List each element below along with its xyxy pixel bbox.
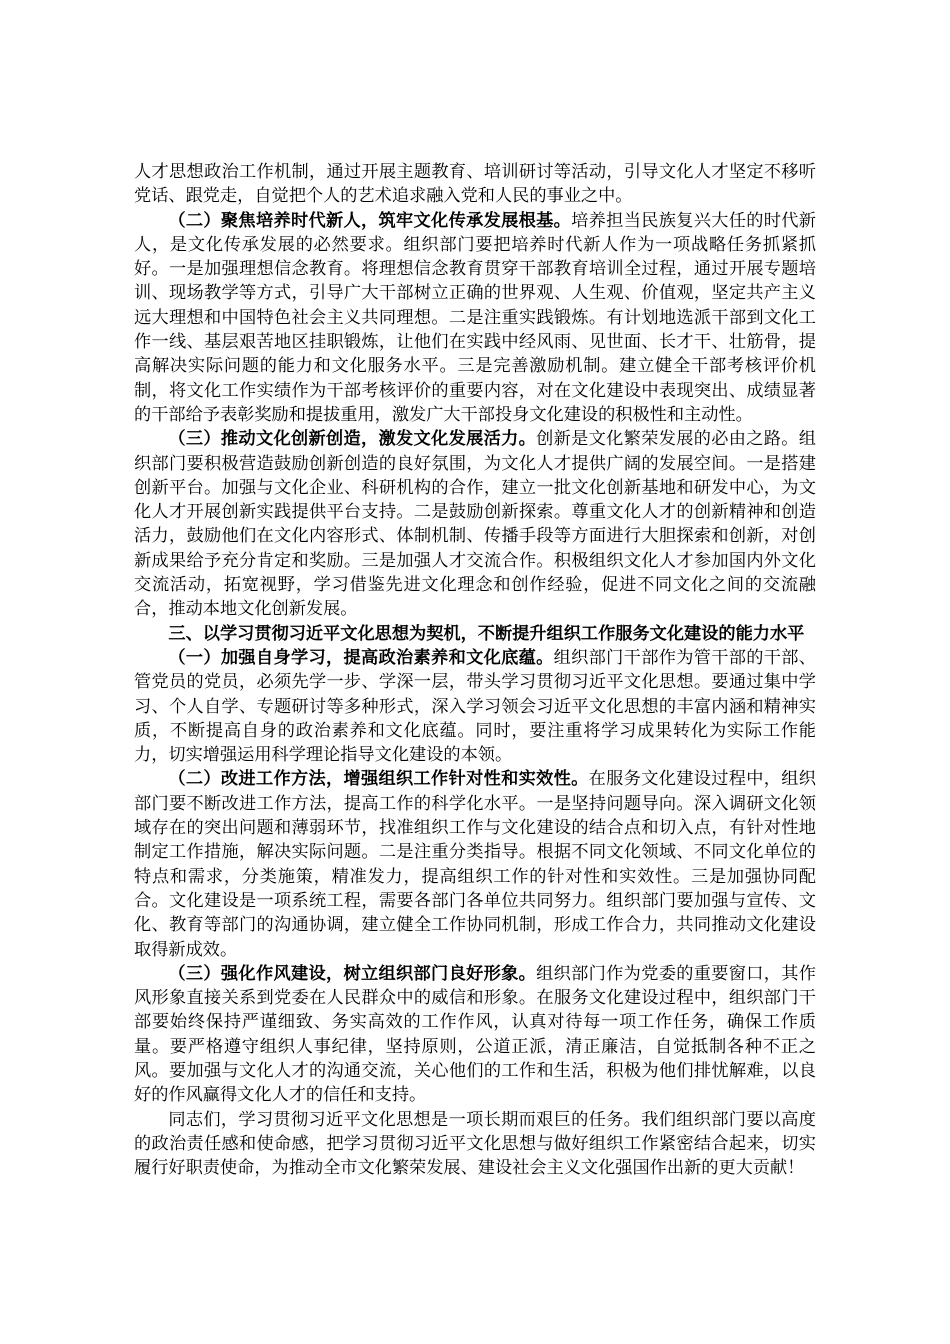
document-page [134, 160, 816, 1180]
paragraph-improve-methods [134, 767, 816, 961]
paragraph-lead: （三）强化作风建设，树立组织部门良好形象。 [168, 963, 537, 984]
section-heading: 三、以学习贯彻习近平文化思想为契机，不断提升组织工作服务文化建设的能力水平 [168, 623, 805, 644]
paragraph-work-style [134, 962, 816, 1108]
paragraph-body: 组织部门干部作为管干部的干部、管党员的党员，必须先学一步、学深一层，带头学习贯彻习近平文化思想。要通过集中学习、个人自学、专题研讨等多种形式，深入学习领会习近平文化思想的丰富内涵和精神实质，不断提高自身的政治素养和文化底蕴。同时，要注重将学习成果转化为实际工作能力，切实增强运用科学理论指导文化建设的本领。 [134, 647, 816, 766]
paragraph-continuation [134, 160, 816, 209]
paragraph-body: 培养担当民族复兴大任的时代新人，是文化传承发展的必然要求。组织部门要把培养时代新人作为一项战略任务抓紧抓好。一是加强理想信念教育。将理想信念教育贯穿干部教育培训全过程，通过开展专题培训、现场教学等方式，引导广大干部树立正确的世界观、人生观、价值观，坚定共产主义远大理想和中国特色社会主义共同理想。二是注重实践锻炼。有计划地选派干部到文化工作一线、基层艰苦地区挂职锻炼，让他们在实践中经风雨、见世面、长才干、壮筋骨，提高解决实际问题的能力和文化服务水平。三是完善激励机制。建立健全干部考核评价机制，将文化工作实绩作为干部考核评价的重要内容，对在文化建设中表现突出、成绩显著的干部给予表彰奖励和提拔重用，激发广大干部投身文化建设的积极性和主动性。 [134, 210, 816, 425]
paragraph-lead: （三）推动文化创新创造，激发文化发展活力。 [168, 429, 537, 450]
paragraph-body: 创新是文化繁荣发展的必由之路。组织部门要积极营造鼓励创新创造的良好氛围，为文化人才提供广阔的发展空间。一是搭建创新平台。加强与文化企业、科研机构的合作，建立一批文化创新基地和研发中心，为文化人才开展创新实践提供平台支持。二是鼓励创新探索。尊重文化人才的创新精神和创造活力，鼓励他们在文化内容形式、体制机制、传播手段等方面进行大胆探索和创新，对创新成果给予充分肯定和奖励。三是加强人才交流合作。积极组织文化人才参加国内外文化交流活动，拓宽视野，学习借鉴先进文化理念和创作经验，促进不同文化之间的交流融合，推动本地文化创新发展。 [134, 429, 816, 620]
closing-paragraph: 同志们，学习贯彻习近平文化思想是一项长期而艰巨的任务。我们组织部门要以高度的政治责任感和使命感，把学习贯彻习近平文化思想与做好组织工作紧密结合起来，切实履行好职责使命，为推动全市文化繁荣发展、建设社会主义文化强国作出新的更大贡献！ [134, 1109, 816, 1179]
paragraph-lead: （一）加强自身学习，提高政治素养和文化底蕴。 [168, 647, 554, 668]
paragraph-lead: （二）聚焦培养时代新人，筑牢文化传承发展根基。 [168, 210, 572, 231]
paragraph-self-study [134, 646, 816, 767]
paragraph-body: 人才思想政治工作机制，通过开展主题教育、培训研讨等活动，引导文化人才坚定不移听党话、跟党走，自觉把个人的艺术追求融入党和人民的事业之中。 [134, 162, 816, 207]
paragraph-body: 在服务文化建设过程中，组织部门要不断改进工作方法，提高工作的科学化水平。一是坚持问题导向。深入调研文化领域存在的突出问题和薄弱环节，找准组织工作与文化建设的结合点和切入点，有针对性地制定工作措施，解决实际问题。二是注重分类指导。根据不同文化领域、不同文化单位的特点和需求，分类施策，精准发力，提高组织工作的针对性和实效性。三是加强协同配合。文化建设是一项系统工程，需要各部门各单位共同努力。组织部门要加强与宣传、文化、教育等部门的沟通协调，建立健全工作协同机制，形成工作合力，共同推动文化建设取得新成效。 [134, 769, 816, 960]
paragraph-cultivate-new-people [134, 209, 816, 428]
paragraph-lead: （二）改进工作方法，增强组织工作针对性和实效性。 [168, 769, 589, 790]
paragraph-body: 组织部门作为党委的重要窗口，其作风形象直接关系到党委在人民群众中的威信和形象。在服务文化建设过程中，组织部门干部要始终保持严谨细致、务实高效的工作作风，认真对待每一项工作任务，确保工作质量。要严格遵守组织人事纪律，坚持原则，公道正派，清正廉洁，自觉抵制各种不正之风。要加强与文化人才的沟通交流，关心他们的工作和生活，积极为他们排忧解难，以良好的作风赢得文化人才的信任和支持。 [134, 963, 816, 1106]
paragraph-cultural-innovation [134, 427, 816, 621]
